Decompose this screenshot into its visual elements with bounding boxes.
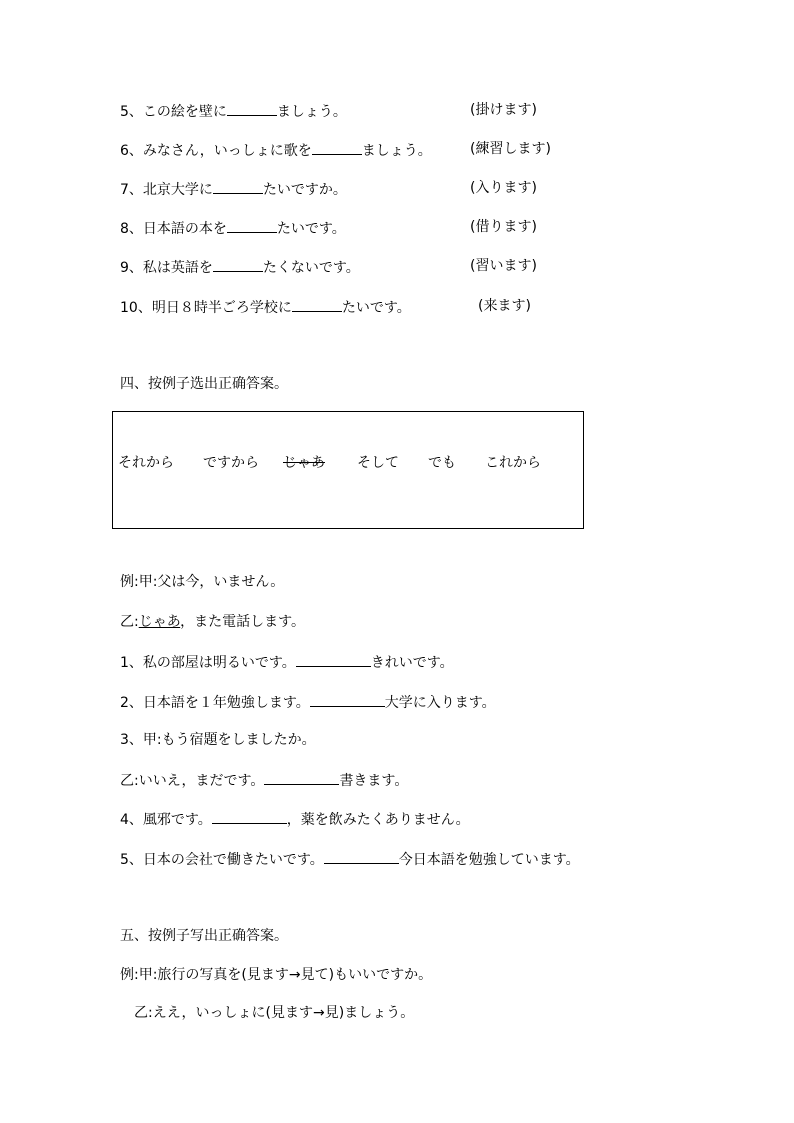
word-choice: ですから bbox=[203, 455, 259, 471]
exercise-item-9 bbox=[120, 257, 360, 277]
verb-hint: (習います) bbox=[470, 258, 537, 274]
verb-hint: (来ます) bbox=[478, 298, 531, 314]
question-text: 乙:いいえ，まだです。 bbox=[120, 773, 265, 789]
item-text: 6、みなさん，いっしょに歌を bbox=[120, 143, 312, 159]
question-text: 書きます。 bbox=[339, 773, 409, 789]
question-2 bbox=[120, 692, 496, 712]
section-5-heading: 五、按例子写出正确答案。 bbox=[120, 928, 288, 944]
verb-hint: (借ります) bbox=[470, 219, 537, 235]
item-text: たいです。 bbox=[276, 221, 346, 237]
answer-blank[interactable] bbox=[212, 809, 287, 824]
question-1 bbox=[120, 652, 454, 672]
exercise-item-6 bbox=[120, 140, 432, 160]
section-4-heading: 四、按例子选出正确答案。 bbox=[120, 376, 288, 392]
question-text: 3、甲:もう宿題をしましたか。 bbox=[120, 732, 316, 748]
example-line: 例:甲:旅行の写真を(見ます→見て)もいいですか。 bbox=[120, 967, 433, 983]
word-choice: これから bbox=[485, 455, 541, 471]
question-text: 今日本語を勉強しています。 bbox=[398, 852, 580, 868]
word-choice: そして bbox=[357, 455, 399, 471]
exercise-item-5 bbox=[120, 101, 347, 121]
example-line bbox=[120, 613, 305, 631]
answer-blank[interactable] bbox=[264, 770, 339, 785]
question-3-reply bbox=[120, 770, 408, 790]
word-choice: でも bbox=[428, 455, 456, 471]
question-text: 2、日本語を１年勉強します。 bbox=[120, 695, 310, 711]
answer-blank[interactable] bbox=[296, 652, 371, 667]
exercise-item-7 bbox=[120, 179, 347, 199]
item-text: たいです。 bbox=[341, 300, 411, 316]
answer-blank[interactable] bbox=[312, 140, 362, 155]
question-text: 4、風邪です。 bbox=[120, 812, 212, 828]
answer-blank[interactable] bbox=[213, 257, 263, 272]
exercise-item-10 bbox=[120, 297, 411, 317]
word-choice-example: じゃあ bbox=[283, 455, 325, 471]
question-3 bbox=[120, 731, 316, 749]
answer-blank[interactable] bbox=[324, 849, 399, 864]
question-4 bbox=[120, 809, 470, 829]
question-text: 1、私の部屋は明るいです。 bbox=[120, 655, 296, 671]
answer-blank[interactable] bbox=[227, 218, 277, 233]
item-text: ましょう。 bbox=[276, 104, 347, 120]
example-answer: じゃあ bbox=[138, 614, 181, 630]
item-text: たいですか。 bbox=[262, 182, 347, 198]
answer-blank[interactable] bbox=[213, 179, 263, 194]
verb-hint: (掛けます) bbox=[470, 102, 537, 118]
question-text: 5、日本の会社で働きたいです。 bbox=[120, 852, 324, 868]
item-text: 9、私は英語を bbox=[120, 260, 213, 276]
question-text: ，薬を飲みたくありません。 bbox=[286, 812, 470, 828]
verb-hint: (練習します) bbox=[470, 141, 551, 157]
answer-blank[interactable] bbox=[227, 101, 277, 116]
item-text: 10、明日８時半ごろ学校に bbox=[120, 300, 292, 316]
exercise-item-8 bbox=[120, 218, 346, 238]
example-line: 例:甲:父は今，いません。 bbox=[120, 574, 285, 590]
item-text: たくないです。 bbox=[262, 260, 360, 276]
question-5 bbox=[120, 849, 580, 869]
question-text: きれいです。 bbox=[370, 655, 454, 671]
item-text: ましょう。 bbox=[361, 143, 432, 159]
item-text: 7、北京大学に bbox=[120, 182, 213, 198]
word-choice: それから bbox=[118, 455, 174, 471]
item-text: 8、日本語の本を bbox=[120, 221, 227, 237]
example-line: 乙:ええ，いっしょに(見ます→見)ましょう。 bbox=[134, 1005, 415, 1021]
example-speaker: 乙: bbox=[120, 614, 139, 630]
answer-blank[interactable] bbox=[292, 297, 342, 312]
example-text: ，また電話します。 bbox=[180, 614, 306, 630]
answer-blank[interactable] bbox=[310, 692, 385, 707]
item-text: 5、この絵を壁に bbox=[120, 104, 227, 120]
verb-hint: (入ります) bbox=[470, 180, 537, 196]
question-text: 大学に入ります。 bbox=[384, 695, 496, 711]
